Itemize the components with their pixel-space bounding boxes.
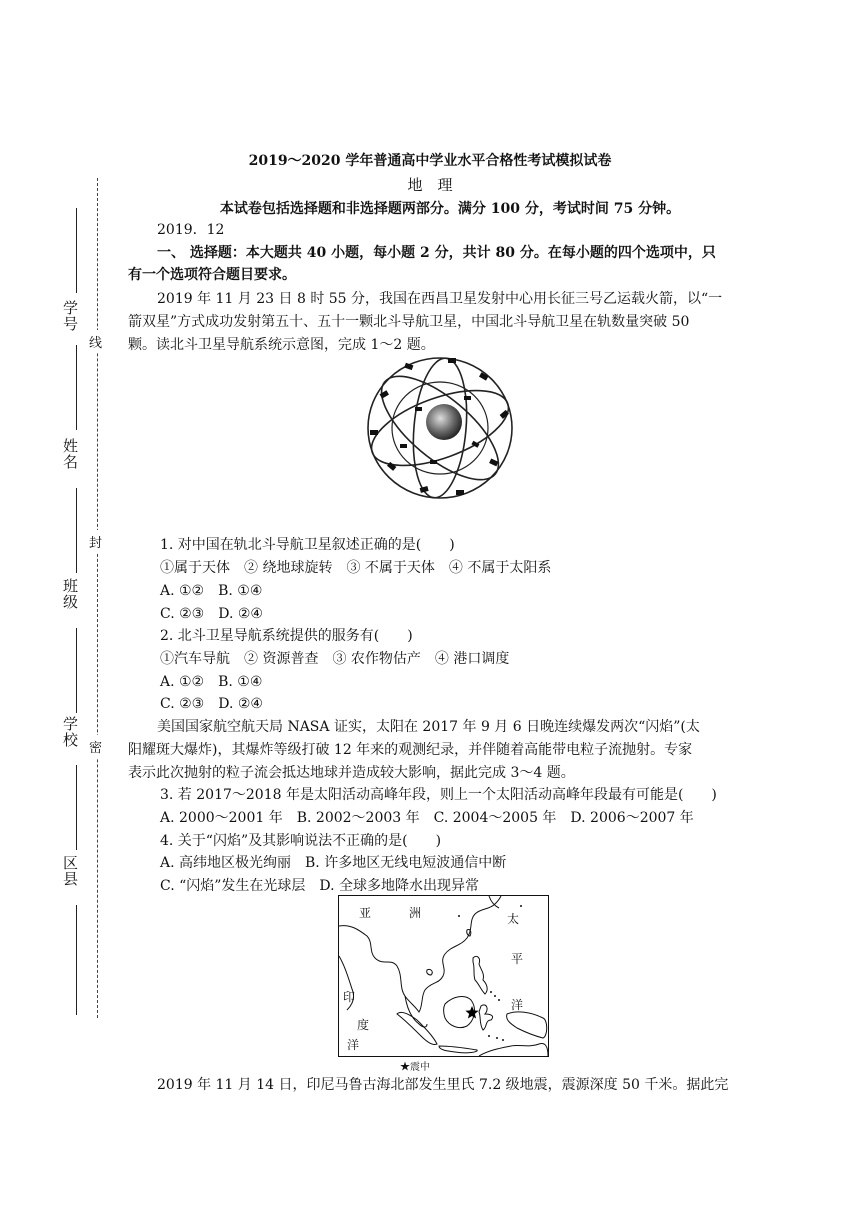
seal-char-secret: 密	[89, 735, 102, 758]
field-label-name: 姓名	[61, 438, 79, 470]
map-label-ya: 亚	[359, 906, 372, 920]
seal-char-seal: 封	[89, 530, 102, 553]
field-blank-line	[76, 628, 77, 713]
beidou-satellite-figure	[360, 352, 520, 504]
material-1-line1: 2019 年 11 月 23 日 8 时 55 分，我国在西昌卫星发射中心用长征三号乙运载火箭，以“一	[157, 291, 723, 307]
southeast-asia-map	[338, 895, 549, 1057]
exam-title: 2019～2020 学年普通高中学业水平合格性考试模拟试卷	[248, 153, 612, 169]
exam-subject: 地 理	[407, 176, 453, 194]
q2-items: ①汽车导航 ② 资源普查 ③ 农作物估产 ④ 港口调度	[160, 651, 510, 667]
map-label-du: 度	[357, 1018, 370, 1032]
field-blank-line	[76, 905, 77, 1015]
field-label-student-id: 学号	[61, 300, 79, 332]
map-label-yin: 印	[343, 990, 356, 1004]
epicenter-star-icon	[465, 1006, 478, 1019]
q4-options-cd: C. “闪焰”发生在光球层 D. 全球多地降水出现异常	[160, 878, 480, 894]
material-2-line1: 美国国家航空航天局 NASA 证实，太阳在 2017 年 9 月 6 日晚连续爆发两次“闪焰”(太	[157, 719, 700, 735]
map-label-yang-pacific: 洋	[511, 998, 524, 1012]
seal-char-line: 线	[89, 330, 102, 353]
material-1-line3: 颗。读北斗卫星导航系统示意图，完成 1～2 题。	[128, 337, 435, 353]
q2-stem: 2. 北斗卫星导航系统提供的服务有( )	[160, 628, 413, 644]
field-blank-line	[76, 488, 77, 573]
q1-options-ab: A. ①② B. ①④	[160, 583, 263, 599]
map-label-yang-indian: 洋	[347, 1038, 360, 1052]
material-3-line1: 2019 年 11 月 14 日，印尼马鲁古海北部发生里氏 7.2 级地震，震源深度 50 千米。据此完	[157, 1077, 729, 1093]
map-label-tai: 太	[507, 912, 520, 926]
section-heading: 一、 选择题：本大题共 40 小题，每小题 2 分，共计 80 分。在每小题的四个选项中，只	[157, 245, 716, 261]
material-2-line3: 表示此次抛射的粒子流会抵达地球并造成较大影响，据此完成 3～4 题。	[128, 765, 575, 781]
q4-stem: 4. 关于“闪焰”及其影响说法不正确的是( )	[160, 833, 442, 849]
section-heading-cont: 有一个选项符合题目要求。	[128, 267, 296, 283]
exam-intro: 本试卷包括选择题和非选择题两部分。满分 100 分，考试时间 75 分钟。	[219, 201, 681, 217]
map-label-ping: 平	[511, 952, 524, 966]
material-1-line2: 箭双星”方式成功发射第五十、五十一颗北斗导航卫星，中国北斗导航卫星在轨数量突破 50	[128, 314, 690, 330]
field-label-class: 班级	[61, 578, 79, 610]
q1-items: ①属于天体 ② 绕地球旋转 ③ 不属于天体 ④ 不属于太阳系	[160, 560, 552, 576]
field-blank-line	[76, 208, 77, 293]
q3-stem: 3. 若 2017～2018 年是太阳活动高峰年段，则上一个太阳活动高峰年段最有可能是( )	[160, 787, 717, 803]
q2-options-ab: A. ①② B. ①④	[160, 674, 263, 690]
q1-options-cd: C. ②③ D. ②④	[160, 606, 263, 622]
q2-options-cd: C. ②③ D. ②④	[160, 696, 263, 712]
q4-options-ab: A. 高纬地区极光绚丽 B. 许多地区无线电短波通信中断	[160, 855, 507, 871]
exam-date: 2019．12	[157, 222, 225, 238]
q3-options: A. 2000～2001 年 B. 2002～2003 年 C. 2004～2005 年 D. 2006～2007 年	[160, 810, 694, 826]
seal-dashed-line	[97, 178, 98, 1018]
field-label-school: 学校	[61, 716, 79, 748]
q1-stem: 1. 对中国在轨北斗导航卫星叙述正确的是( )	[160, 537, 455, 553]
map-label-zhou: 洲	[409, 906, 422, 920]
field-label-district: 区县	[61, 855, 79, 887]
field-blank-line	[76, 345, 77, 430]
map-legend: ★震中	[400, 1062, 430, 1073]
field-blank-line	[76, 765, 77, 850]
material-2-line2: 阳耀斑大爆炸)，其爆炸等级打破 12 年来的观测纪录，并伴随着高能带电粒子流抛射。专家	[128, 742, 693, 758]
